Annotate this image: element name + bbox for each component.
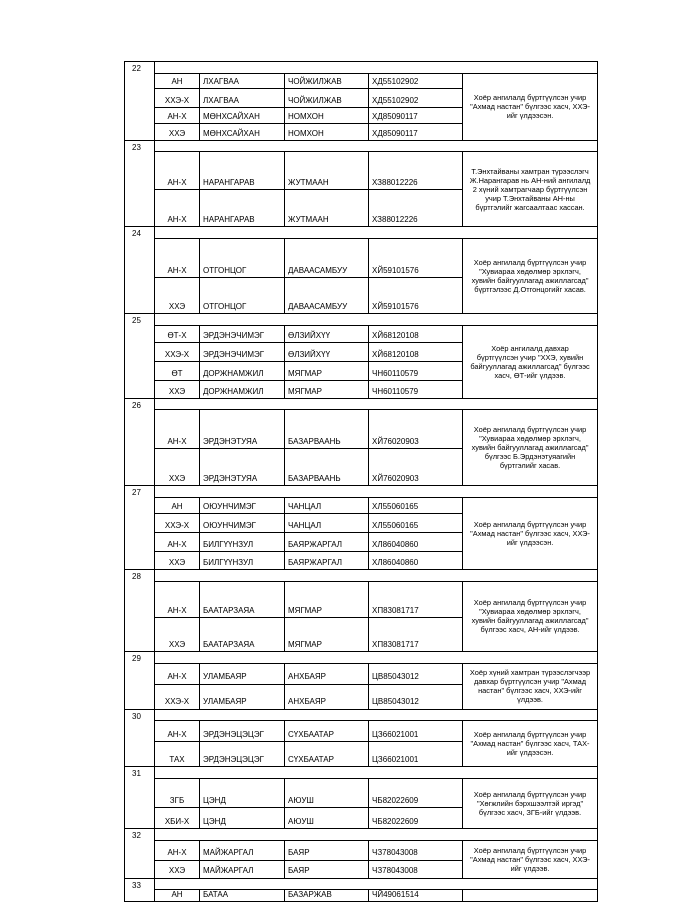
parent-name-cell: БАЯР: [285, 860, 369, 878]
register-number-cell: ЦВ85043012: [369, 663, 463, 684]
party-code-cell: АН: [155, 498, 200, 514]
entry-number-row: [125, 227, 598, 239]
parent-name-cell: АНХБАЯР: [285, 684, 369, 709]
decision-note-line: үлдээв.: [517, 695, 543, 705]
decision-note-line: бүртгэлийг жагсаалтаас хассан.: [475, 202, 585, 212]
entry-number-row: [125, 486, 598, 498]
entry-header-spacer: [155, 62, 598, 74]
parent-name-cell: ӨЛЗИЙХҮҮ: [285, 325, 369, 342]
decision-note-line: "Хувиараа хөдөлмөр эрхлэгч,: [479, 607, 581, 617]
entry-number: 31: [125, 767, 155, 779]
party-code-cell: ХБИ-Х: [155, 807, 200, 828]
decision-note-line: 2 хүний хамтрагчаар бүртгүүлсэн: [472, 184, 588, 194]
parent-name-cell: СҮХБААТАР: [285, 721, 369, 742]
table-row: [125, 663, 598, 684]
person-name-cell: БААТАРЗАЯА: [200, 581, 285, 617]
register-number-cell: ХД85090117: [369, 123, 463, 140]
decision-note-cell: [463, 152, 598, 227]
number-column-cell: [125, 890, 155, 902]
number-column-cell: [125, 239, 155, 314]
register-number-cell: ЧБ82022609: [369, 778, 463, 807]
register-number-cell: ХЛ55060165: [369, 498, 463, 514]
person-name-cell: ОТГОНЦОГ: [200, 239, 285, 278]
decision-note-line: Хоёр ангилалд бүртгүүлсэн учир: [473, 789, 587, 799]
entry-number-row: [125, 314, 598, 326]
decision-note-line: Т.Энхтайваны хамтран түрээслэгч: [471, 166, 589, 176]
party-code-cell: ХХЭ-Х: [155, 514, 200, 533]
person-name-cell: ЛХАГВАА: [200, 88, 285, 107]
party-code-cell: ХХЭ: [155, 552, 200, 570]
parent-name-cell: ЧОЙЖИЛЖАВ: [285, 73, 369, 88]
entry-header-spacer: [155, 314, 598, 326]
parent-name-cell: БАЯРЖАРГАЛ: [285, 533, 369, 552]
decision-note-line: хувийн байгууллагад ажиллагсад": [471, 616, 589, 626]
decision-note-line: "Хөгжлийн бэрхшээлтэй иргэд": [476, 798, 584, 808]
party-code-cell: ХХЭ-Х: [155, 342, 200, 361]
register-number-cell: ЦВ85043012: [369, 684, 463, 709]
table-body: [125, 62, 598, 902]
decision-note-line: ийг үлдээсэн.: [506, 111, 554, 121]
person-name-cell: УЛАМБАЯР: [200, 684, 285, 709]
person-name-cell: ДОРЖНАМЖИЛ: [200, 380, 285, 398]
register-number-cell: ХЗ88012226: [369, 190, 463, 227]
register-number-cell: ХЙ76020903: [369, 449, 463, 486]
person-name-cell: МАЙЖАРГАЛ: [200, 840, 285, 860]
entry-number-row: [125, 570, 598, 582]
party-code-cell: АН: [155, 890, 200, 902]
register-number-cell: ХЛ86040860: [369, 552, 463, 570]
decision-note-cell: [463, 721, 598, 767]
number-column-cell: [125, 663, 155, 709]
parent-name-cell: АЮУШ: [285, 778, 369, 807]
decision-note-line: "Ахмад настан" бүлгээс хасч, ТАХ-: [470, 739, 590, 749]
decision-note-line: Хоёр ангилалд бүртгүүлсэн учир: [473, 730, 587, 740]
person-name-cell: ЛХАГВАА: [200, 73, 285, 88]
entry-number: 30: [125, 709, 155, 721]
register-number-cell: ЧН60110579: [369, 361, 463, 380]
table-row: [125, 890, 598, 902]
entry-number: 24: [125, 227, 155, 239]
entry-header-spacer: [155, 709, 598, 721]
person-name-cell: ЭРДЭНЭТУЯА: [200, 410, 285, 449]
entry-header-spacer: [155, 140, 598, 152]
parent-name-cell: БАЗАРЖАВ: [285, 890, 369, 902]
entry-number-row: [125, 709, 598, 721]
entry-number-row: [125, 140, 598, 152]
decision-note-line: "Ахмад настан" бүлгээс хасч, ХХЭ-: [470, 529, 590, 539]
decision-note-line: Хоёр ангилалд бүртгүүлсэн учир: [473, 845, 587, 855]
parent-name-cell: МЯГМАР: [285, 581, 369, 617]
party-code-cell: ХХЭ-Х: [155, 88, 200, 107]
party-code-cell: ӨТ: [155, 361, 200, 380]
decision-note-cell: [463, 840, 598, 878]
document-table-container: [124, 61, 597, 902]
decision-note-line: хувийн байгууллагад ажиллагсад": [471, 443, 589, 453]
entry-number-row: [125, 651, 598, 663]
decision-note-cell: [463, 410, 598, 486]
party-code-cell: АН-Х: [155, 239, 200, 278]
number-column-cell: [125, 840, 155, 878]
table-row: [125, 73, 598, 88]
number-column-cell: [125, 498, 155, 570]
decision-note-line: Хоёр ангилалд бүртгүүлсэн учир: [473, 598, 587, 608]
parent-name-cell: МЯГМАР: [285, 380, 369, 398]
number-column-cell: [125, 73, 155, 140]
register-number-cell: ХЗ88012226: [369, 152, 463, 190]
decision-note-cell: [463, 778, 598, 828]
number-column-cell: [125, 325, 155, 398]
party-code-cell: ХХЭ: [155, 123, 200, 140]
entry-number-row: [125, 878, 598, 890]
decision-note-line: Ж.Нарангарав нь АН-ний ангилалд: [469, 175, 591, 185]
party-code-cell: АН-Х: [155, 152, 200, 190]
parent-name-cell: АЮУШ: [285, 807, 369, 828]
decision-note-line: "Ахмад настан" бүлгээс хасч, ХХЭ-: [470, 854, 590, 864]
decision-note-cell: [463, 663, 598, 709]
person-name-cell: ОЮУНЧИМЭГ: [200, 514, 285, 533]
party-code-cell: АН-Х: [155, 581, 200, 617]
party-code-cell: ХХЭ: [155, 617, 200, 651]
entry-header-spacer: [155, 486, 598, 498]
parent-name-cell: ЧАНЦАЛ: [285, 498, 369, 514]
table-row: [125, 239, 598, 278]
register-number-cell: ЧЗ78043008: [369, 840, 463, 860]
entry-number: 27: [125, 486, 155, 498]
party-code-cell: ХХЭ: [155, 278, 200, 314]
number-column-cell: [125, 778, 155, 828]
table-row: [125, 498, 598, 514]
parent-name-cell: ЖУТМААН: [285, 190, 369, 227]
person-name-cell: ЭРДЭНЭТУЯА: [200, 449, 285, 486]
decision-note-line: ийг үлдээв.: [510, 863, 550, 873]
parent-name-cell: БАЯРЖАРГАЛ: [285, 552, 369, 570]
table-row: [125, 840, 598, 860]
register-number-cell: ЧЙ49061514: [369, 890, 463, 902]
number-column-cell: [125, 152, 155, 227]
entry-header-spacer: [155, 828, 598, 840]
register-number-cell: ХЛ86040860: [369, 533, 463, 552]
table-row: [125, 581, 598, 617]
person-name-cell: БИЛГҮҮНЗУЛ: [200, 552, 285, 570]
number-column-cell: [125, 721, 155, 767]
party-code-cell: АН-Х: [155, 410, 200, 449]
person-name-cell: БАТАА: [200, 890, 285, 902]
duplicate-registration-table: [124, 61, 598, 902]
decision-note-line: бүлгээс хасч, АН-ийг үлдээв.: [480, 625, 580, 635]
register-number-cell: ХП83081717: [369, 581, 463, 617]
decision-note-cell: [463, 890, 598, 902]
party-code-cell: АН-Х: [155, 107, 200, 123]
decision-note-line: бүлгээс хасч, ЗГБ-ийг үлдээв.: [478, 807, 582, 817]
parent-name-cell: ӨЛЗИЙХҮҮ: [285, 342, 369, 361]
party-code-cell: ХХЭ-Х: [155, 684, 200, 709]
entry-number: 32: [125, 828, 155, 840]
entry-header-spacer: [155, 651, 598, 663]
entry-number-row: [125, 62, 598, 74]
parent-name-cell: БАЯР: [285, 840, 369, 860]
entry-header-spacer: [155, 227, 598, 239]
register-number-cell: ХЙ76020903: [369, 410, 463, 449]
party-code-cell: ХХЭ: [155, 860, 200, 878]
register-number-cell: ХЙ68120108: [369, 325, 463, 342]
person-name-cell: БААТАРЗАЯА: [200, 617, 285, 651]
register-number-cell: ХД55102902: [369, 88, 463, 107]
table-row: [125, 152, 598, 190]
register-number-cell: ХЛ55060165: [369, 514, 463, 533]
decision-note-cell: [463, 73, 598, 140]
party-code-cell: ХХЭ: [155, 449, 200, 486]
entry-number-row: [125, 828, 598, 840]
parent-name-cell: ЧОЙЖИЛЖАВ: [285, 88, 369, 107]
decision-note-line: хасч, ӨТ-ийг үлдээв.: [494, 370, 566, 380]
entry-number-row: [125, 398, 598, 410]
party-code-cell: АН-Х: [155, 721, 200, 742]
party-code-cell: АН-Х: [155, 190, 200, 227]
parent-name-cell: СҮХБААТАР: [285, 742, 369, 767]
decision-note-line: Хоёр ангилалд бүртгүүлсэн учир: [473, 93, 587, 103]
party-code-cell: АН: [155, 73, 200, 88]
decision-note-line: бүртгүүлсэн учир "ХХЭ, хувийн: [476, 352, 584, 362]
decision-note-line: ийг үлдээсэн.: [506, 748, 554, 758]
person-name-cell: БИЛГҮҮНЗУЛ: [200, 533, 285, 552]
decision-note-line: настан" бүлгээс хасч, ХХЭ-ийг: [478, 686, 582, 695]
register-number-cell: ХЙ59101576: [369, 239, 463, 278]
decision-note-cell: [463, 581, 598, 651]
parent-name-cell: НОМХОН: [285, 107, 369, 123]
parent-name-cell: НОМХОН: [285, 123, 369, 140]
register-number-cell: ХД85090117: [369, 107, 463, 123]
register-number-cell: ЧЗ78043008: [369, 860, 463, 878]
party-code-cell: ТАХ: [155, 742, 200, 767]
parent-name-cell: АНХБАЯР: [285, 663, 369, 684]
register-number-cell: ЧН60110579: [369, 380, 463, 398]
person-name-cell: МАЙЖАРГАЛ: [200, 860, 285, 878]
person-name-cell: МӨНХСАЙХАН: [200, 107, 285, 123]
entry-header-spacer: [155, 767, 598, 779]
parent-name-cell: ДАВААСАМБУУ: [285, 278, 369, 314]
parent-name-cell: ДАВААСАМБУУ: [285, 239, 369, 278]
party-code-cell: ХХЭ: [155, 380, 200, 398]
table-row: [125, 325, 598, 342]
person-name-cell: ДОРЖНАМЖИЛ: [200, 361, 285, 380]
decision-note-line: бүртгэлээс Д.Отгонцогийг хасав.: [474, 285, 586, 295]
decision-note-line: Хоёр ангилалд бүртгүүлсэн учир: [473, 520, 587, 530]
party-code-cell: ӨТ-Х: [155, 325, 200, 342]
entry-number: 22: [125, 62, 155, 74]
person-name-cell: НАРАНГАРАВ: [200, 190, 285, 227]
register-number-cell: ЦЗ66021001: [369, 721, 463, 742]
parent-name-cell: МЯГМАР: [285, 361, 369, 380]
decision-note-cell: [463, 239, 598, 314]
parent-name-cell: БАЗАРВААНЬ: [285, 449, 369, 486]
parent-name-cell: ЖУТМААН: [285, 152, 369, 190]
entry-number: 23: [125, 140, 155, 152]
entry-number-row: [125, 767, 598, 779]
decision-note-line: "Хувиараа хөдөлмөр эрхлэгч,: [479, 267, 581, 277]
decision-note-line: "Хувиараа хөдөлмөр эрхлэгч,: [479, 434, 581, 444]
register-number-cell: ЧБ82022609: [369, 807, 463, 828]
decision-note-cell: [463, 498, 598, 570]
decision-note-line: Хоёр ангилалд давхар: [491, 343, 569, 353]
person-name-cell: УЛАМБАЯР: [200, 663, 285, 684]
entry-number: 25: [125, 314, 155, 326]
decision-note-line: "Ахмад настан" бүлгээс хасч, ХХЭ-: [470, 102, 590, 112]
decision-note-line: давхар бүртгүүлсэн учир "Ахмад: [473, 676, 587, 686]
number-column-cell: [125, 410, 155, 486]
number-column-cell: [125, 581, 155, 651]
entry-number: 29: [125, 651, 155, 663]
entry-header-spacer: [155, 398, 598, 410]
party-code-cell: АН-Х: [155, 840, 200, 860]
parent-name-cell: МЯГМАР: [285, 617, 369, 651]
person-name-cell: ЭРДЭНЭЦЭЦЭГ: [200, 721, 285, 742]
decision-note-line: Хоёр хүний хамтран түрээслэгчээр: [469, 667, 591, 677]
person-name-cell: ЦЭНД: [200, 778, 285, 807]
entry-header-spacer: [155, 878, 598, 890]
person-name-cell: ОТГОНЦОГ: [200, 278, 285, 314]
parent-name-cell: ЧАНЦАЛ: [285, 514, 369, 533]
table-row: [125, 721, 598, 742]
entry-number: 28: [125, 570, 155, 582]
register-number-cell: ХП83081717: [369, 617, 463, 651]
decision-note-line: байгууллагад ажиллагсад" бүлгээс: [470, 361, 590, 371]
party-code-cell: АН-Х: [155, 663, 200, 684]
person-name-cell: МӨНХСАЙХАН: [200, 123, 285, 140]
decision-note-line: учир Т.Энхтайваны АН-ны: [485, 193, 575, 203]
register-number-cell: ЦЗ66021001: [369, 742, 463, 767]
register-number-cell: ХД55102902: [369, 73, 463, 88]
party-code-cell: АН-Х: [155, 533, 200, 552]
entry-header-spacer: [155, 570, 598, 582]
person-name-cell: ЭРДЭНЭЧИМЭГ: [200, 342, 285, 361]
decision-note-line: бүлгээс Б.Эрдэнэтуяагийн: [484, 452, 576, 462]
party-code-cell: ЗГБ: [155, 778, 200, 807]
table-row: [125, 778, 598, 807]
person-name-cell: НАРАНГАРАВ: [200, 152, 285, 190]
decision-note-line: Хоёр ангилалд бүртгүүлсэн учир: [473, 258, 587, 267]
decision-note-line: Хоёр ангилалд бүртгүүлсэн учир: [473, 425, 587, 435]
entry-number: 33: [125, 878, 155, 890]
decision-note-line: ийг үлдээсэн.: [506, 538, 554, 548]
decision-note-cell: [463, 325, 598, 398]
person-name-cell: ЭРДЭНЭЧИМЭГ: [200, 325, 285, 342]
person-name-cell: ЭРДЭНЭЦЭЦЭГ: [200, 742, 285, 767]
table-row: [125, 410, 598, 449]
decision-note-line: бүртгэлийг хасав.: [499, 461, 561, 471]
register-number-cell: ХЙ59101576: [369, 278, 463, 314]
decision-note-line: хувийн байгууллагад ажиллагсад": [471, 276, 589, 286]
person-name-cell: ОЮУНЧИМЭГ: [200, 498, 285, 514]
register-number-cell: ХЙ68120108: [369, 342, 463, 361]
entry-number: 26: [125, 398, 155, 410]
person-name-cell: ЦЭНД: [200, 807, 285, 828]
parent-name-cell: БАЗАРВААНЬ: [285, 410, 369, 449]
